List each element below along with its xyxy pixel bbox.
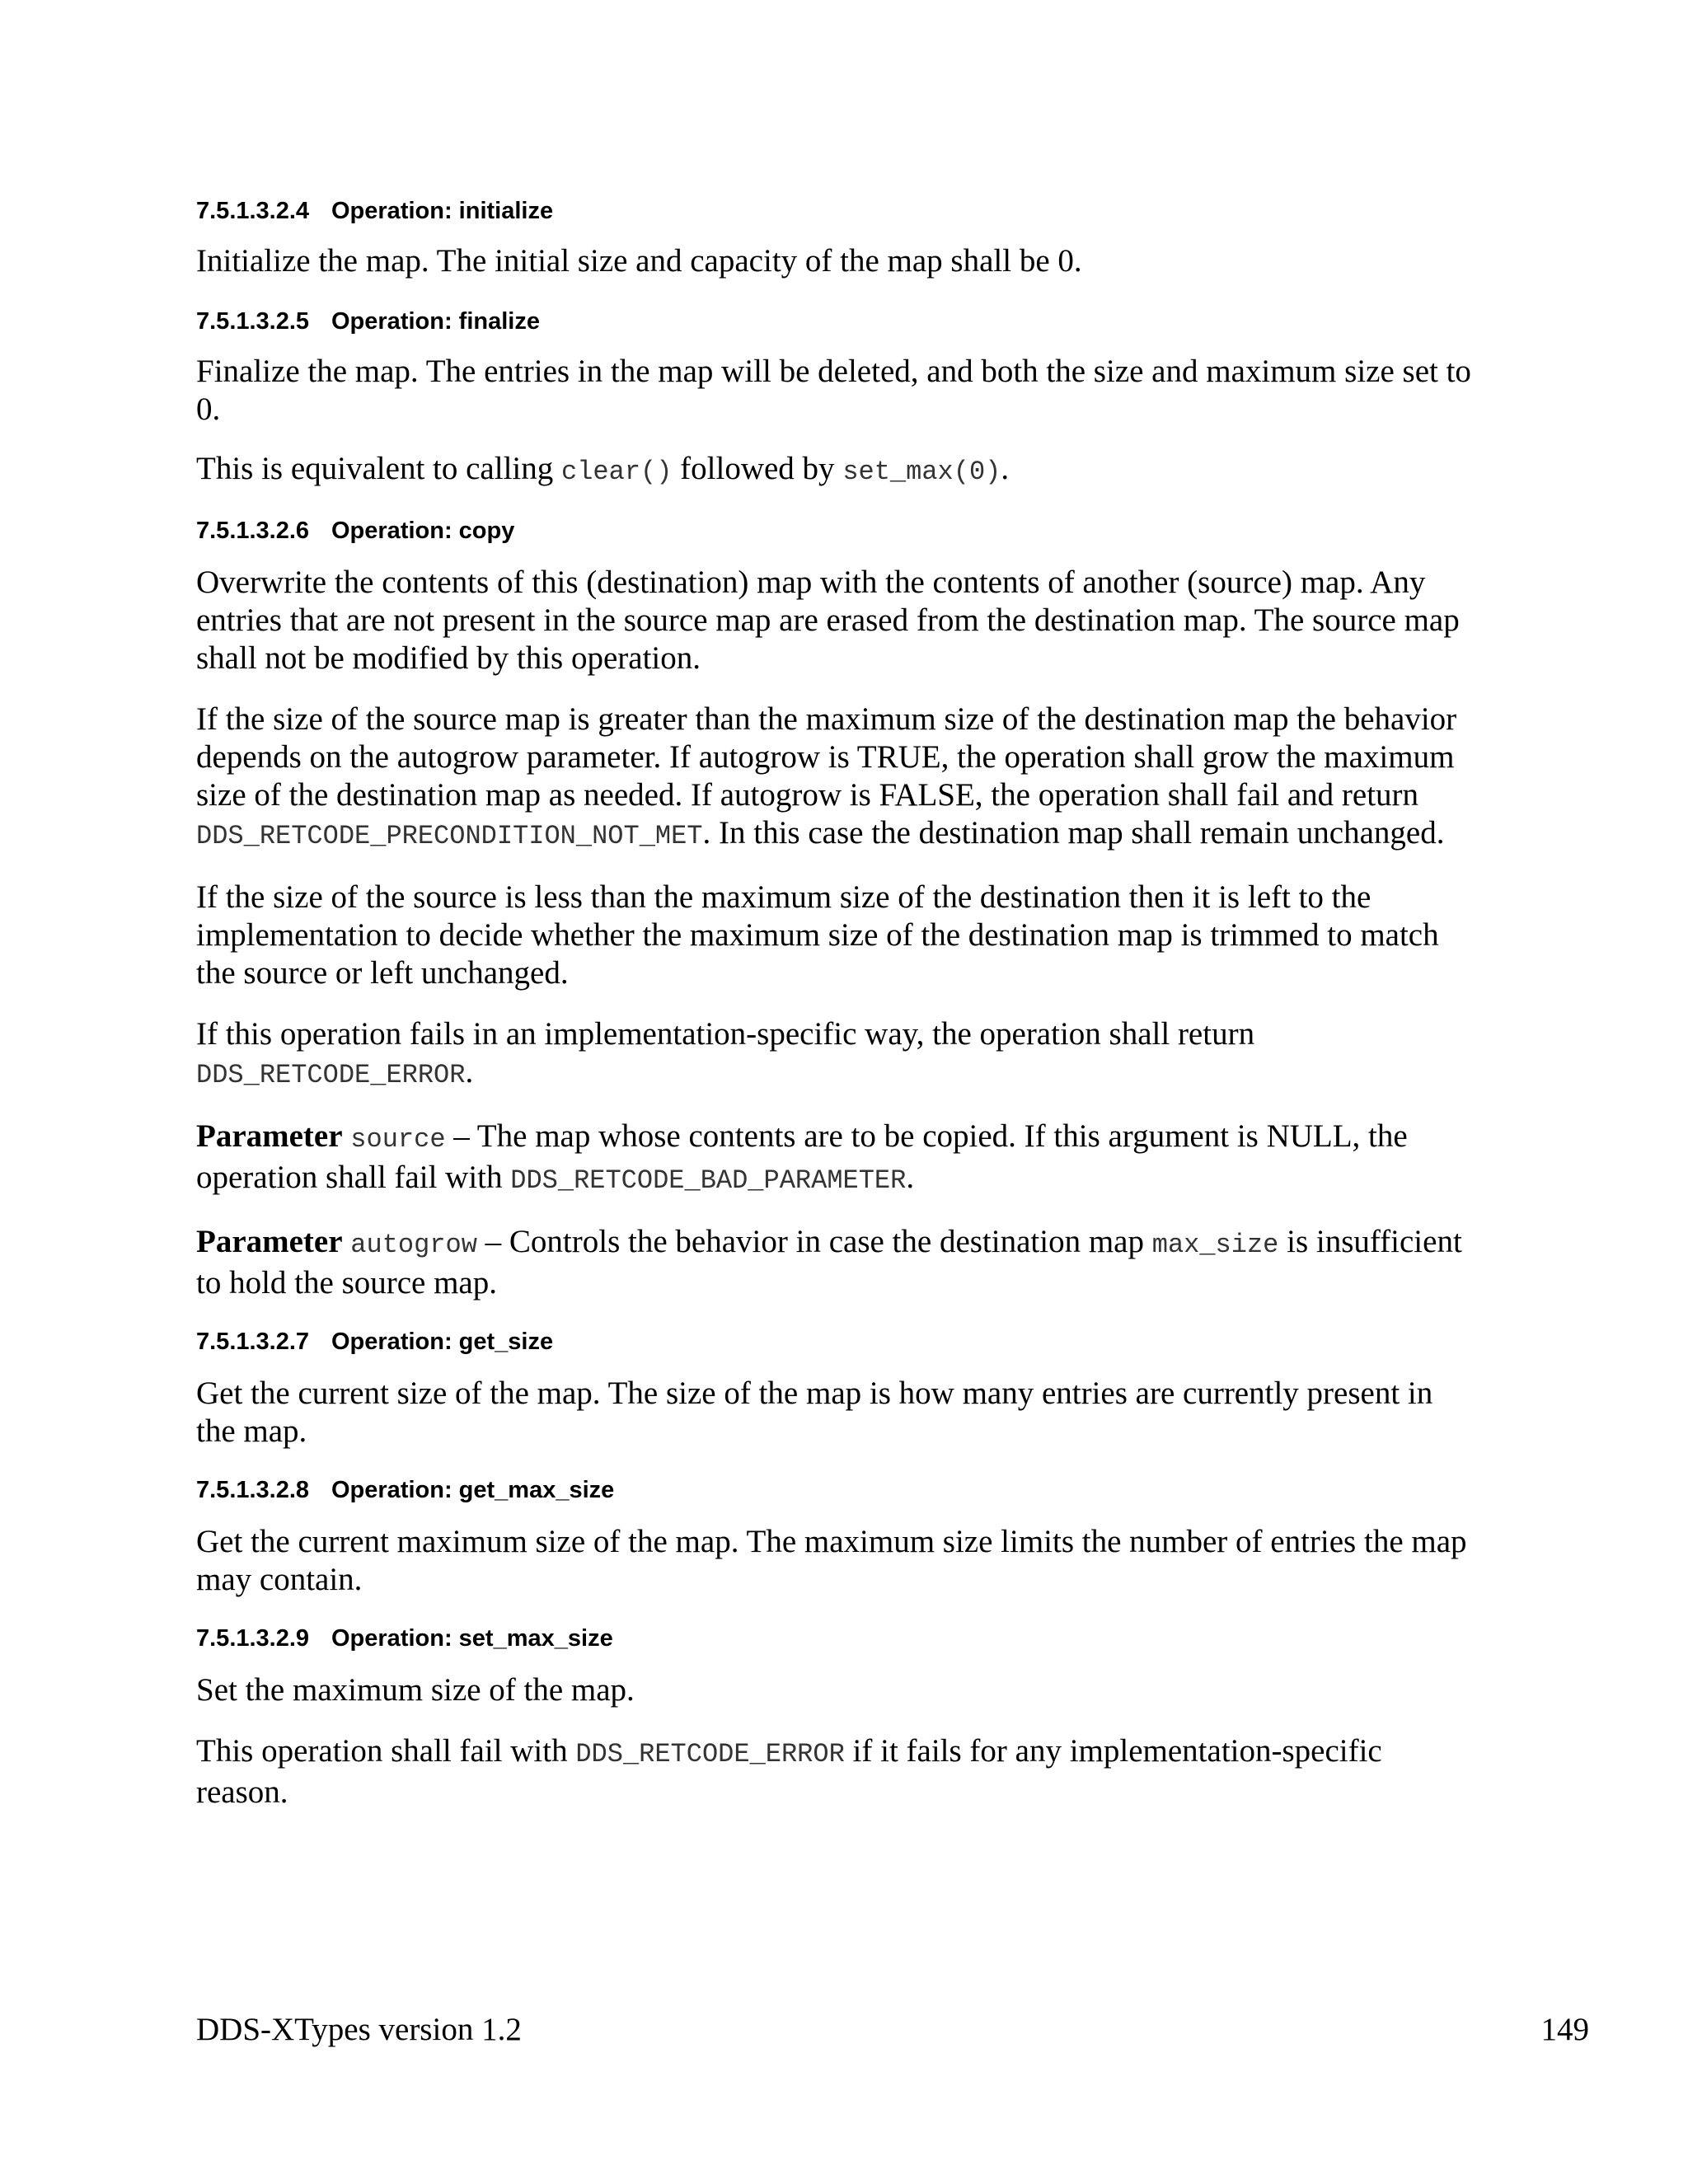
parameter-label: Parameter — [196, 1118, 343, 1154]
section-number: 7.5.1.3.2.6 — [196, 518, 310, 544]
paragraph: Initialize the map. The initial size and capacity of the map shall be 0. — [196, 243, 1082, 279]
section-number: 7.5.1.3.2.8 — [196, 1477, 310, 1503]
section-heading-get-max-size — [196, 1475, 1478, 1505]
paragraph: Overwrite the contents of this (destination) map with the contents of another (source) map. Any entries that are not present in the source map are erased from the destination map. The source map shall not be modified by this operation. — [196, 565, 1460, 676]
paragraph — [196, 1015, 1478, 1094]
text-run: . — [465, 1054, 474, 1090]
paragraph: Get the current maximum size of the map. The maximum size limits the number of entries the map may contain. — [196, 1524, 1467, 1597]
text-run: If this operation fails in an implementation-specific way, the operation shall return — [196, 1016, 1255, 1052]
footer-document-title: DDS-XTypes version 1.2 — [196, 2012, 522, 2047]
section-title: Operation: get_size — [331, 1329, 554, 1355]
paragraph — [196, 701, 1478, 855]
text-run: If the size of the source map is greater than the maximum size of the destination map the behavior depends on the autogrow parameter. If autogrow is TRUE, the operation shall grow the maximum size of the destination map as needed. If autogrow is FALSE, the operation shall fail and return — [196, 701, 1457, 813]
section-title: Operation: finalize — [331, 308, 540, 335]
inline-code: autogrow — [350, 1230, 477, 1260]
section-heading-set-max-size — [196, 1624, 1478, 1653]
paragraph — [196, 450, 1478, 491]
inline-code: max_size — [1151, 1230, 1279, 1260]
text-run: is insufficient to hold the source map. — [196, 1224, 1462, 1301]
section-number: 7.5.1.3.2.4 — [196, 198, 310, 224]
text-run: . — [906, 1160, 915, 1195]
section-heading-copy — [196, 516, 1478, 546]
text-run: if it fails for any implementation-specific reason. — [196, 1733, 1382, 1810]
section-number: 7.5.1.3.2.5 — [196, 308, 310, 335]
inline-code: DDS_RETCODE_ERROR — [575, 1739, 845, 1769]
section-title: Operation: copy — [331, 518, 515, 544]
section-number: 7.5.1.3.2.9 — [196, 1625, 310, 1652]
inline-code: source — [350, 1124, 446, 1155]
inline-code: clear() — [561, 457, 673, 487]
paragraph: Get the current size of the map. The size of the map is how many entries are currently present in the map. — [196, 1376, 1433, 1449]
inline-code: DDS_RETCODE_PRECONDITION_NOT_MET — [196, 821, 703, 851]
section-title: Operation: set_max_size — [331, 1625, 613, 1652]
paragraph — [196, 1732, 1478, 1811]
section-heading-finalize — [196, 307, 1478, 336]
parameter-source — [196, 1118, 1478, 1200]
inline-code: DDS_RETCODE_BAD_PARAMETER — [510, 1165, 907, 1196]
paragraph: Set the maximum size of the map. — [196, 1672, 635, 1708]
text-run: followed by — [672, 451, 843, 486]
page-footer — [196, 2011, 1589, 2049]
inline-code: set_max(0) — [842, 457, 1001, 487]
text-run: – Controls the behavior in case the destination map — [476, 1224, 1152, 1259]
section-title: Operation: initialize — [331, 198, 554, 224]
section-heading-initialize — [196, 196, 1478, 226]
inline-code: DDS_RETCODE_ERROR — [196, 1060, 466, 1090]
parameter-autogrow — [196, 1223, 1478, 1302]
text-run: This operation shall fail with — [196, 1733, 576, 1769]
page-content — [196, 196, 1478, 1835]
section-number: 7.5.1.3.2.7 — [196, 1329, 310, 1355]
section-title: Operation: get_max_size — [331, 1477, 615, 1503]
text-run: . In this case the destination map shall remain unchanged. — [702, 815, 1445, 851]
footer-page-number: 149 — [1540, 2012, 1589, 2047]
parameter-label: Parameter — [196, 1224, 343, 1259]
section-heading-get-size — [196, 1327, 1478, 1357]
paragraph: If the size of the source is less than the maximum size of the destination then it is left to the implementation to decide whether the maximum size of the destination map is trimmed to match the source or left unchanged. — [196, 879, 1439, 991]
text-run: This is equivalent to calling — [196, 451, 561, 486]
paragraph: Finalize the map. The entries in the map will be deleted, and both the size and maximum size set to 0. — [196, 354, 1471, 427]
text-run: . — [1001, 451, 1010, 486]
text-run: – The map whose contents are to be copied. If this argument is NULL, the operation shall fail with — [196, 1118, 1408, 1195]
